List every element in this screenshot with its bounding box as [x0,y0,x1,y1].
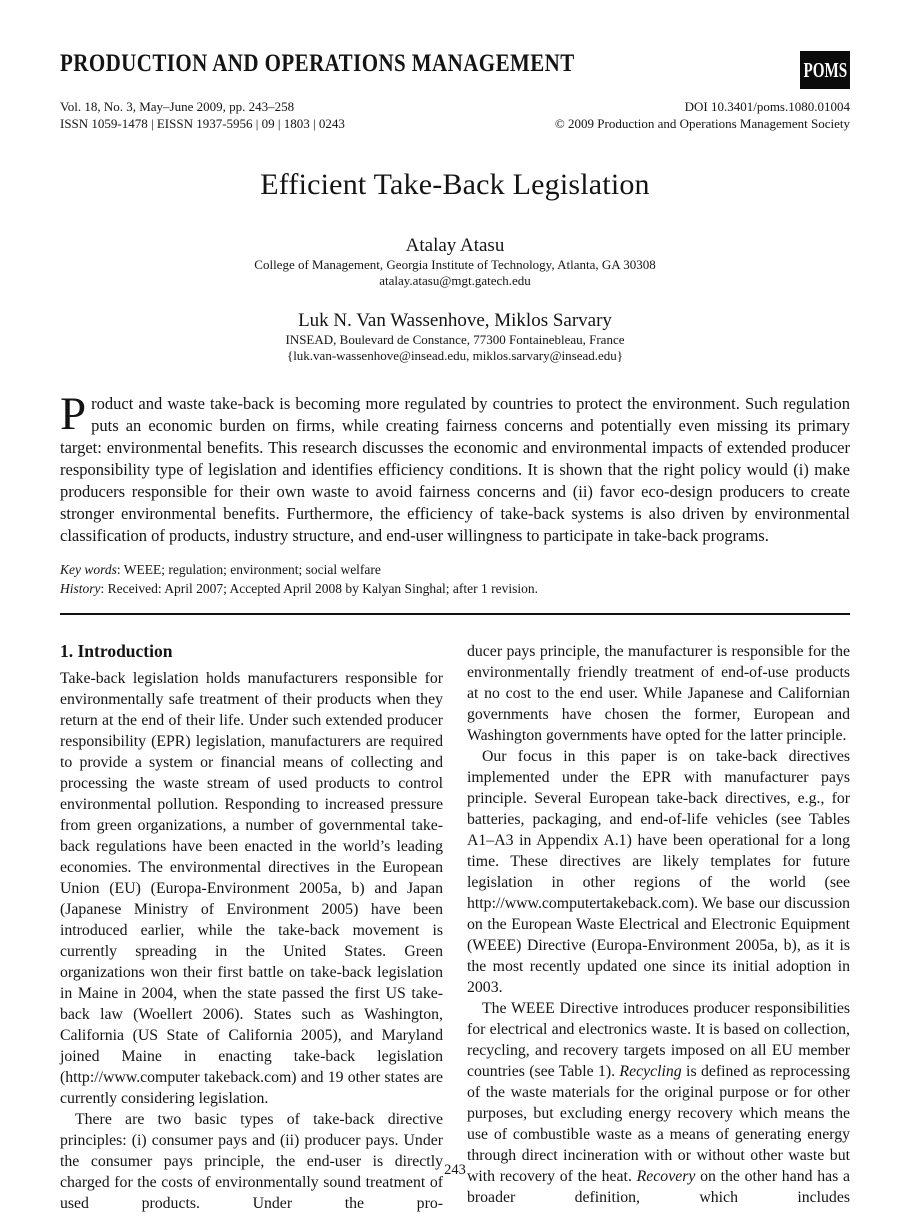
paragraph: Take-back legislation holds manufacturers responsible for environmentally safe treatment of their products when they return at the end of their life. Under such extended producer responsibility (EPR) legislation, manufacturers are required to provide a system or financial means of collecting and processing the waste stream of used products to control environmental pollution. Responding to increased pressure from green organizations, a number of governmental take-back regulations have been enacted in the world’s leading economies. The environmental directives in the European Union (EU) (Europa-Environment 2005a, b) and Japan (Japanese Ministry of Environment 2005) have been introduced earlier, while the take-back movement is currently spreading in the United States. Green organizations won their first battle on take-back legislation in Maine in 2004, when the state passed the first US take-back law (Woellert 2006). States such as Washington, California (US State of California 2005), and Maryland joined Maine in enacting take-back legislation (http://www.computer takeback.com) and 19 other states are currently considering legislation. [60,670,443,1107]
section-divider [60,613,850,615]
page-number: 243 [444,1162,466,1178]
journal-meta-left [60,98,345,132]
article-notes [60,560,850,598]
section-heading-introduction: 1. Introduction [60,641,173,661]
abstract-dropcap: P [60,388,87,440]
history-text: : Received: April 2007; Accepted April 2008 by Kalyan Singhal; after 1 revision. [100,581,539,596]
doi-line [555,98,850,115]
keywords-line [60,560,850,579]
doi-label: DOI [684,99,708,114]
author-name: Luk N. Van Wassenhove, Miklos Sarvary [298,310,612,331]
article-body [60,641,850,1214]
author-block-1 [60,235,850,289]
poms-logo-text: POMS [803,57,847,82]
left-column [60,641,443,1214]
history-line [60,579,850,598]
journal-header [60,50,850,89]
author-email: atalay.atasu@mgt.gatech.edu [379,273,531,288]
issn-line: ISSN 1059-1478 | EISSN 1937-5956 | 09 | 1803 | 0243 [60,116,345,131]
paragraph: Our focus in this paper is on take-back directives implemented under the EPR with manufacturer pays principle. Several European take-back directives, e.g., for batteries, packaging, and end-of-life vehicles (see Tables A1–A3 in Appendix A.1) have been operational for a long time. These directives are likely templates for future legislation in other regions of the world (see http://www.computertakeback.com). We base our discussion on the European Waste Electrical and Electronic Equipment (WEEE) Directive (Europa-Environment 2005a, b), as it is the most recently updated one since its initial adoption in 2003. [467,748,850,996]
volume-issue-line: Vol. 18, No. 3, May–June 2009, pp. 243–258 [60,99,295,114]
author-email: {luk.van-wassenhove@insead.edu, miklos.sarvary@insead.edu} [286,348,624,363]
paragraph: There are two basic types of take-back directive principles: (i) consumer pays and (ii) producer pays. Under the consumer pays principle, the end-user is directly charged for the costs of environmentally sound treatment of used products. Under the pro- [60,1111,443,1212]
abstract [60,388,850,547]
paragraph-segment-italic: Recycling [619,1063,682,1080]
paragraph: ducer pays principle, the manufacturer is responsible for the environmentally friendly treatment of end-of-use products at no cost to the end user. While Japanese and Californian governments have chosen the former, European and Washington governments have opted for the latter principle. [467,643,850,744]
author-name: Atalay Atasu [405,235,505,256]
copyright-line: © 2009 Production and Operations Management Society [554,116,850,131]
journal-meta [60,98,850,132]
history-label: History [60,581,101,596]
author-affiliation: INSEAD, Boulevard de Constance, 77300 Fontainebleau, France [285,332,625,347]
paragraph-segment: is defined as reprocessing of the waste materials for the original purpose or for other purposes, but excluding energy recovery which means the use of combustible waste as a means of generating energy through direct incineration with or without other waste but with recovery of the heat. [467,1063,850,1185]
doi-value: 10.3401/poms.1080.01004 [710,99,850,114]
author-block-2 [60,310,850,364]
poms-logo [800,51,850,89]
abstract-text: roduct and waste take-back is becoming more regulated by countries to protect the environment. Such regulation puts an economic burden on firms, while creating fairness concerns and potentially even missing its primary target: environmental benefits. This research discusses the economic and environmental impacts of extended producer responsibility type of legislation and identifies efficiency conditions. It is shown that the right policy would (i) make producers responsible for their own waste to avoid fairness concerns and (ii) favor eco-design producers to create stronger environmental benefits. Furthermore, the efficiency of take-back systems is also driven by environmental classification of products, industry structure, and end-user willingness to participate in take-back programs. [60,394,850,545]
paragraph-segment-italic: Recovery [636,1168,696,1185]
journal-meta-right [555,98,850,132]
right-column [467,641,850,1214]
article-title: Efficient Take-Back Legislation [260,168,650,201]
keywords-label: Key words [60,562,117,577]
paragraph-segment: on the other hand has a broader definition, which includes [467,1168,850,1206]
paragraph-segment: The WEEE Directive introduces producer responsibilities for electrical and electronics waste. It is based on collection, recycling, and recovery targets imposed on all EU member countries (see Table 1). [467,1000,850,1080]
journal-name: PRODUCTION AND OPERATIONS MANAGEMENT [60,50,575,77]
author-affiliation: College of Management, Georgia Institute of Technology, Atlanta, GA 30308 [254,257,656,272]
keywords-text: : WEEE; regulation; environment; social welfare [116,562,381,577]
